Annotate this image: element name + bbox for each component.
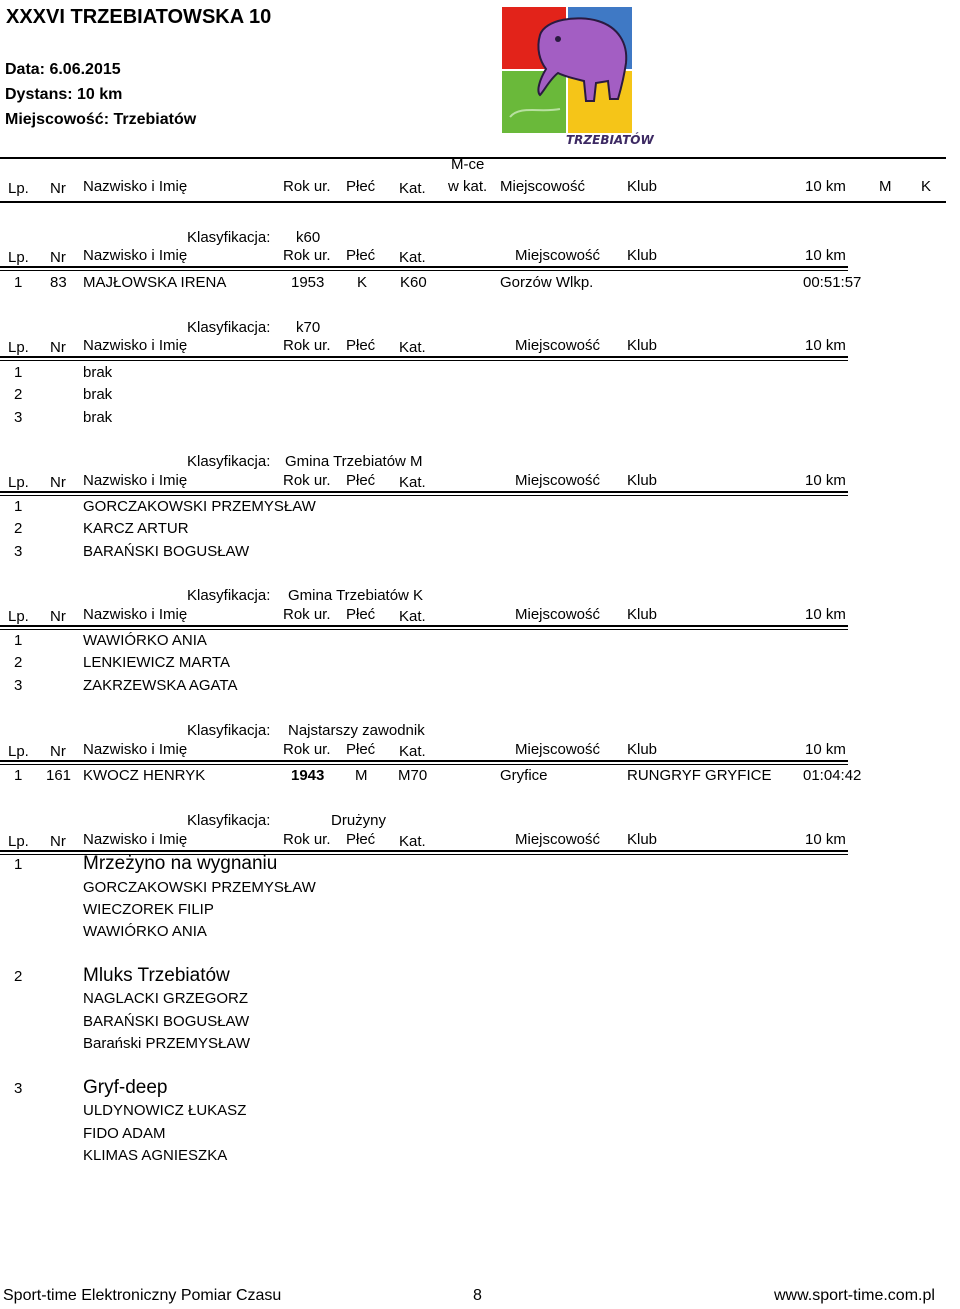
section-value: k70 <box>296 319 321 336</box>
col-lp: Lp. <box>8 474 29 491</box>
row-name: WAWIÓRKO ANIA <box>83 632 207 649</box>
col-rule <box>0 491 848 493</box>
col-name: Nazwisko i Imię <box>83 247 188 264</box>
trzebiatow-logo <box>500 5 654 153</box>
col-name: Nazwisko i Imię <box>83 606 188 623</box>
col-rule-thin <box>0 764 848 765</box>
col-club: Klub <box>627 247 658 264</box>
col-cat: Kat. <box>399 743 426 760</box>
section-value: Gmina Trzebiatów M <box>285 453 423 470</box>
team-lp: 1 <box>14 856 23 873</box>
col-time: 10 km <box>805 472 846 489</box>
row-name: BARAŃSKI BOGUSŁAW <box>83 543 250 560</box>
row-name: GORCZAKOWSKI PRZEMYSŁAW <box>83 498 316 515</box>
col-nr: Nr <box>50 339 66 356</box>
col-time: 10 km <box>805 247 846 264</box>
header-sex: Płeć <box>346 178 376 195</box>
col-club: Klub <box>627 606 658 623</box>
row-lp: 1 <box>14 498 23 515</box>
section-label: Klasyfikacja: <box>187 229 271 246</box>
section-value: Najstarszy zawodnik <box>288 722 425 739</box>
col-rule <box>0 850 848 852</box>
header-cat: Kat. <box>399 180 426 197</box>
footer-website: www.sport-time.com.pl <box>774 1287 935 1304</box>
team-member: BARAŃSKI BOGUSŁAW <box>83 1013 250 1030</box>
row-lp: 1 <box>14 632 23 649</box>
col-cat: Kat. <box>399 608 426 625</box>
col-lp: Lp. <box>8 608 29 625</box>
row-lp: 2 <box>14 520 23 537</box>
row-name: KARCZ ARTUR <box>83 520 189 537</box>
row-name: brak <box>83 409 113 426</box>
row-club: RUNGRYF GRYFICE <box>627 767 772 784</box>
col-sex: Płeć <box>346 337 376 354</box>
row-nr: 83 <box>50 274 67 291</box>
row-city: Gorzów Wlkp. <box>500 274 594 291</box>
section-value: Drużyny <box>331 812 387 829</box>
row-time: 01:04:42 <box>803 767 862 784</box>
row-year: 1953 <box>291 274 325 291</box>
col-city: Miejscowość <box>515 606 601 623</box>
col-rule-thin <box>0 270 848 271</box>
row-year: 1943 <box>291 767 325 784</box>
col-rule-thin <box>0 360 848 361</box>
col-rule <box>0 625 848 627</box>
race-date: Data: 6.06.2015 <box>5 61 121 78</box>
col-year: Rok ur. <box>283 472 331 489</box>
team-member: GORCZAKOWSKI PRZEMYSŁAW <box>83 879 316 896</box>
col-sex: Płeć <box>346 472 376 489</box>
col-sex: Płeć <box>346 247 376 264</box>
header-mce: M-ce <box>451 156 485 173</box>
col-name: Nazwisko i Imię <box>83 472 188 489</box>
row-cat: K60 <box>400 274 427 291</box>
row-name: KWOCZ HENRYK <box>83 767 206 784</box>
col-time: 10 km <box>805 831 846 848</box>
col-rule <box>0 760 848 762</box>
header-time: 10 km <box>805 178 846 195</box>
row-lp: 2 <box>14 386 23 403</box>
section-label: Klasyfikacja: <box>187 587 271 604</box>
header-lp: Lp. <box>8 180 29 197</box>
header-city: Miejscowość <box>500 178 586 195</box>
row-lp: 1 <box>14 274 23 291</box>
header-club: Klub <box>627 178 658 195</box>
col-nr: Nr <box>50 833 66 850</box>
col-club: Klub <box>627 337 658 354</box>
row-name: MAJŁOWSKA IRENA <box>83 274 227 291</box>
col-rule <box>0 266 848 268</box>
col-lp: Lp. <box>8 743 29 760</box>
col-club: Klub <box>627 472 658 489</box>
header-year: Rok ur. <box>283 178 331 195</box>
header-bottom-rule <box>0 201 946 203</box>
col-year: Rok ur. <box>283 247 331 264</box>
row-name: ZAKRZEWSKA AGATA <box>83 677 238 694</box>
col-city: Miejscowość <box>515 472 601 489</box>
col-time: 10 km <box>805 741 846 758</box>
header-m: M <box>879 178 892 195</box>
header-name: Nazwisko i Imię <box>83 178 188 195</box>
team-member: Barański PRZEMYSŁAW <box>83 1035 250 1052</box>
section-value: k60 <box>296 229 321 246</box>
row-lp: 1 <box>14 767 23 784</box>
col-city: Miejscowość <box>515 247 601 264</box>
row-nr: 161 <box>46 767 72 784</box>
header-nr: Nr <box>50 180 66 197</box>
team-member: WIECZOREK FILIP <box>83 901 214 918</box>
document-title: XXXVI TRZEBIATOWSKA 10 <box>6 6 272 28</box>
col-name: Nazwisko i Imię <box>83 831 188 848</box>
team-name: Mluks Trzebiatów <box>83 965 230 986</box>
col-sex: Płeć <box>346 741 376 758</box>
header-k: K <box>921 178 932 195</box>
logo-caption: TRZEBIATÓW <box>566 133 654 147</box>
team-name: Mrzeżyno na wygnaniu <box>83 853 278 874</box>
col-lp: Lp. <box>8 833 29 850</box>
col-cat: Kat. <box>399 249 426 266</box>
race-place: Miejscowość: Trzebiatów <box>5 111 197 128</box>
col-name: Nazwisko i Imię <box>83 337 188 354</box>
row-time: 00:51:57 <box>803 274 862 291</box>
row-lp: 3 <box>14 409 23 426</box>
row-lp: 1 <box>14 364 23 381</box>
row-name: brak <box>83 364 113 381</box>
col-nr: Nr <box>50 608 66 625</box>
col-cat: Kat. <box>399 833 426 850</box>
col-time: 10 km <box>805 606 846 623</box>
team-member: WAWIÓRKO ANIA <box>83 923 207 940</box>
col-city: Miejscowość <box>515 831 601 848</box>
footer-page-number: 8 <box>473 1287 482 1304</box>
section-label: Klasyfikacja: <box>187 319 271 336</box>
row-lp: 3 <box>14 677 23 694</box>
team-member: KLIMAS AGNIESZKA <box>83 1147 228 1164</box>
col-year: Rok ur. <box>283 741 331 758</box>
col-time: 10 km <box>805 337 846 354</box>
team-member: FIDO ADAM <box>83 1125 166 1142</box>
row-lp: 3 <box>14 543 23 560</box>
col-nr: Nr <box>50 743 66 760</box>
row-city: Gryfice <box>500 767 548 784</box>
col-club: Klub <box>627 831 658 848</box>
race-distance: Dystans: 10 km <box>5 86 123 103</box>
col-rule-thin <box>0 495 848 496</box>
team-member: ULDYNOWICZ ŁUKASZ <box>83 1102 247 1119</box>
section-label: Klasyfikacja: <box>187 812 271 829</box>
section-value: Gmina Trzebiatów K <box>288 587 424 604</box>
row-sex: M <box>355 767 368 784</box>
col-cat: Kat. <box>399 339 426 356</box>
col-rule <box>0 356 848 358</box>
team-member: NAGLACKI GRZEGORZ <box>83 990 249 1007</box>
col-year: Rok ur. <box>283 337 331 354</box>
row-name: LENKIEWICZ MARTA <box>83 654 230 671</box>
col-city: Miejscowość <box>515 741 601 758</box>
row-name: brak <box>83 386 113 403</box>
section-label: Klasyfikacja: <box>187 722 271 739</box>
col-year: Rok ur. <box>283 831 331 848</box>
col-city: Miejscowość <box>515 337 601 354</box>
col-club: Klub <box>627 741 658 758</box>
header-mce-cat: w kat. <box>448 178 488 195</box>
section-label: Klasyfikacja: <box>187 453 271 470</box>
col-year: Rok ur. <box>283 606 331 623</box>
col-nr: Nr <box>50 249 66 266</box>
footer-company: Sport-time Elektroniczny Pomiar Czasu <box>3 1287 282 1304</box>
row-sex: K <box>357 274 368 291</box>
row-lp: 2 <box>14 654 23 671</box>
col-rule-thin <box>0 629 848 630</box>
col-cat: Kat. <box>399 474 426 491</box>
row-cat: M70 <box>398 767 428 784</box>
col-name: Nazwisko i Imię <box>83 741 188 758</box>
team-lp: 3 <box>14 1080 23 1097</box>
col-sex: Płeć <box>346 606 376 623</box>
col-lp: Lp. <box>8 339 29 356</box>
team-lp: 2 <box>14 968 23 985</box>
col-lp: Lp. <box>8 249 29 266</box>
col-sex: Płeć <box>346 831 376 848</box>
team-name: Gryf-deep <box>83 1077 168 1098</box>
col-nr: Nr <box>50 474 66 491</box>
